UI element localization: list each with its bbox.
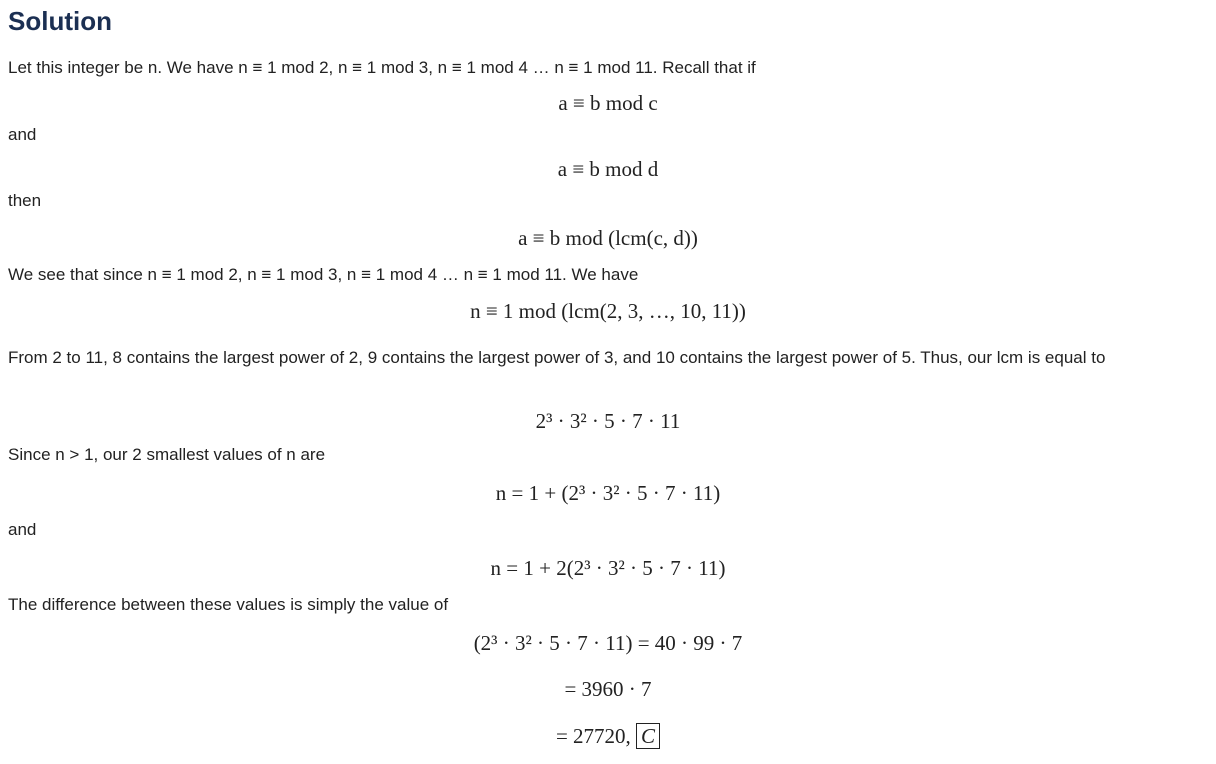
equation-final: [8, 722, 1208, 750]
equation-step: = 3960 · 7: [564, 677, 652, 701]
paragraph-since: We see that since n ≡ 1 mod 2, n ≡ 1 mod 3, n ≡ 1 mod 4 … n ≡ 1 mod 11. We have: [8, 265, 639, 284]
equation-n-mod-lcm: n ≡ 1 mod (lcm(2, 3, …, 10, 11)): [470, 299, 746, 323]
paragraph-intro: Let this integer be n. We have n ≡ 1 mod 2, n ≡ 1 mod 3, n ≡ 1 mod 4 … n ≡ 1 mod 11. Recall that if: [8, 58, 756, 77]
answer-box: C: [636, 723, 660, 749]
paragraph-smallest-values: Since n > 1, our 2 smallest values of n are: [8, 445, 326, 464]
equation-lcm-value: 2³ · 3² · 5 · 7 · 11: [535, 409, 681, 433]
equation-final-value: = 27720,: [555, 724, 631, 748]
equation-second-value: n = 1 + 2(2³ · 3² · 5 · 7 · 11): [490, 556, 726, 580]
text-then: then: [8, 191, 42, 210]
text-and-1: and: [8, 125, 37, 144]
equation-a-mod-c: a ≡ b mod c: [558, 91, 658, 115]
paragraph-largest-powers: From 2 to 11, 8 contains the largest power of 2, 9 contains the largest power of 3, and 10 contains the largest power of 5. Thus, our lcm is equal to: [8, 348, 1106, 367]
equation-first-value: n = 1 + (2³ · 3² · 5 · 7 · 11): [495, 481, 721, 505]
solution-heading: Solution: [8, 6, 112, 36]
equation-a-mod-lcm: a ≡ b mod (lcm(c, d)): [518, 226, 698, 250]
paragraph-difference: The difference between these values is simply the value of: [8, 595, 449, 614]
equation-difference: (2³ · 3² · 5 · 7 · 11) = 40 · 99 · 7: [473, 631, 743, 655]
equation-a-mod-d: a ≡ b mod d: [557, 157, 659, 181]
text-and-2: and: [8, 520, 37, 539]
